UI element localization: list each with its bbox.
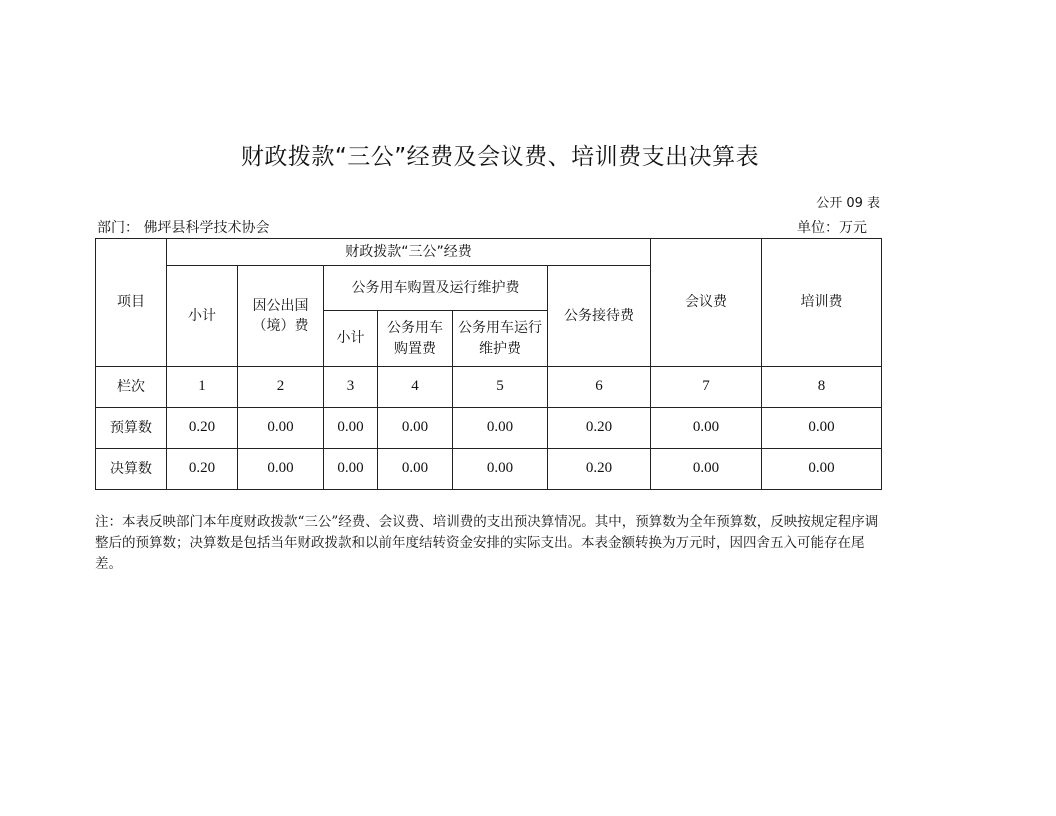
expense-table — [95, 238, 882, 490]
page-title: 财政拨款“三公”经费及会议费、培训费支出决算表 — [240, 144, 760, 170]
cell: 0.00 — [762, 408, 882, 449]
department-label: 部门： 佛坪县科学技术协会 — [97, 220, 270, 236]
cell: 2 — [238, 367, 324, 408]
header-abroad: 因公出国（境）费 — [238, 266, 324, 367]
cell: 5 — [453, 367, 548, 408]
table-row — [96, 408, 882, 449]
row-label: 决算数 — [96, 449, 167, 490]
cell: 0.20 — [167, 449, 238, 490]
cell: 1 — [167, 367, 238, 408]
cell: 0.20 — [548, 408, 651, 449]
cell: 0.00 — [324, 449, 378, 490]
footnote: 注：本表反映部门本年度财政拨款“三公”经费、会议费、培训费的支出预决算情况。其中，预算数为全年预算数，反映按规定程序调整后的预算数；决算数是包括当年财政拨款和以前年度结转资金安排的实际支出。本表金额转换为万元时，因四舍五入可能存在尾差。 — [95, 514, 879, 572]
header-subtotal: 小计 — [167, 266, 238, 367]
header-vehicle: 公务用车购置及运行维护费 — [324, 266, 548, 311]
row-label: 预算数 — [96, 408, 167, 449]
form-number: 公开 09 表 — [816, 196, 880, 211]
header-item: 项目 — [96, 239, 167, 367]
cell: 0.20 — [167, 408, 238, 449]
cell: 0.00 — [238, 449, 324, 490]
cell: 8 — [762, 367, 882, 408]
cell: 0.00 — [762, 449, 882, 490]
cell: 0.00 — [238, 408, 324, 449]
header-vehicle-maintain: 公务用车运行维护费 — [453, 311, 548, 367]
cell: 0.00 — [378, 449, 453, 490]
header-vehicle-purchase: 公务用车购置费 — [378, 311, 453, 367]
cell: 3 — [324, 367, 378, 408]
row-label: 栏次 — [96, 367, 167, 408]
header-vehicle-subtotal: 小计 — [324, 311, 378, 367]
header-meeting: 会议费 — [651, 239, 762, 367]
cell: 0.20 — [548, 449, 651, 490]
cell: 0.00 — [651, 449, 762, 490]
cell: 7 — [651, 367, 762, 408]
header-sangong: 财政拨款“三公”经费 — [167, 239, 651, 266]
cell: 6 — [548, 367, 651, 408]
cell: 4 — [378, 367, 453, 408]
cell: 0.00 — [651, 408, 762, 449]
cell: 0.00 — [324, 408, 378, 449]
table-row — [96, 367, 882, 408]
cell: 0.00 — [453, 449, 548, 490]
cell: 0.00 — [453, 408, 548, 449]
cell: 0.00 — [378, 408, 453, 449]
header-reception: 公务接待费 — [548, 266, 651, 367]
table-row — [96, 449, 882, 490]
header-training: 培训费 — [762, 239, 882, 367]
unit-label: 单位：万元 — [797, 220, 867, 236]
